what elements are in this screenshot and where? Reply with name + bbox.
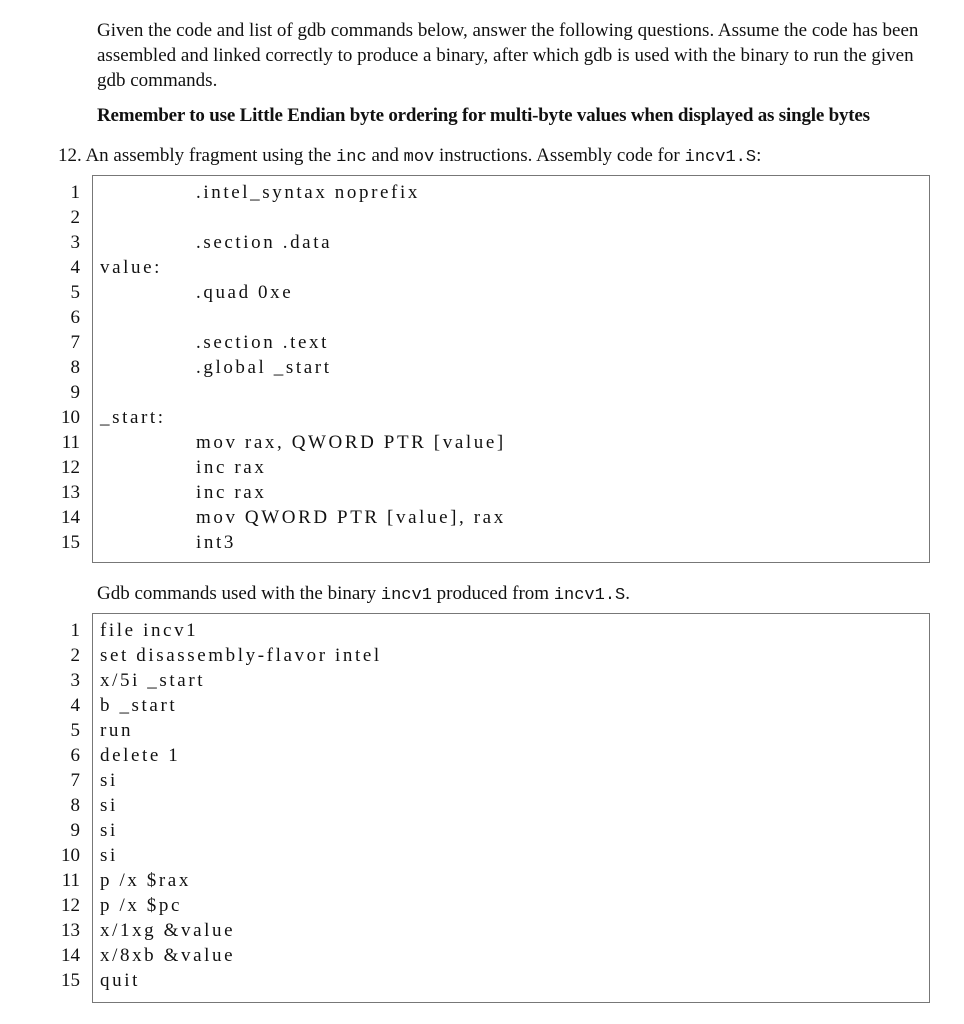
line-number: 4 bbox=[70, 257, 80, 278]
question-text-d: : bbox=[756, 145, 762, 166]
code-filename: incv1.S bbox=[684, 148, 757, 167]
line-number: 7 bbox=[70, 332, 80, 353]
question-number: 12. bbox=[58, 145, 82, 166]
assembly-line bbox=[0, 530, 964, 555]
code-text: .quad 0xe bbox=[196, 282, 294, 303]
assembly-line bbox=[0, 405, 964, 430]
gdb-line bbox=[0, 793, 964, 818]
line-number: 9 bbox=[70, 382, 80, 403]
line-number: 2 bbox=[70, 207, 80, 228]
intro-paragraph: Given the code and list of gdb commands below, answer the following questions. Assume the code has been assembled and linked correctly to produce a binary, after which gdb is used with the binary to run the given gdb commands. bbox=[97, 20, 919, 91]
assembly-line bbox=[0, 230, 964, 255]
code-inc: inc bbox=[336, 148, 367, 167]
code-text: mov QWORD PTR [value], rax bbox=[196, 507, 506, 528]
gdb-intro-text-a: Gdb commands used with the binary bbox=[97, 583, 377, 604]
gdb-line bbox=[0, 718, 964, 743]
line-number: 15 bbox=[61, 970, 80, 991]
assembly-line bbox=[0, 305, 964, 330]
endianness-note: Remember to use Little Endian byte ordering for multi-byte values when displayed as single bytes bbox=[97, 105, 870, 126]
line-number: 11 bbox=[61, 432, 80, 453]
code-text: b _start bbox=[100, 695, 178, 716]
assembly-line bbox=[0, 255, 964, 280]
question-text-b: and bbox=[371, 145, 399, 166]
line-number: 11 bbox=[61, 870, 80, 891]
gdb-line bbox=[0, 643, 964, 668]
assembly-line bbox=[0, 330, 964, 355]
code-text: x/1xg &value bbox=[100, 920, 236, 941]
code-text: value: bbox=[100, 257, 163, 278]
assembly-listing bbox=[0, 175, 964, 563]
gdb-line bbox=[0, 818, 964, 843]
gdb-line bbox=[0, 893, 964, 918]
line-number: 9 bbox=[70, 820, 80, 841]
code-mov: mov bbox=[403, 148, 435, 167]
code-text: delete 1 bbox=[100, 745, 181, 766]
line-number: 2 bbox=[70, 645, 80, 666]
line-number: 5 bbox=[70, 720, 80, 741]
line-number: 1 bbox=[70, 620, 80, 641]
gdb-line bbox=[0, 618, 964, 643]
code-text: .global _start bbox=[196, 357, 332, 378]
code-text: x/8xb &value bbox=[100, 945, 236, 966]
line-number: 13 bbox=[61, 920, 80, 941]
assembly-line bbox=[0, 180, 964, 205]
code-text: mov rax, QWORD PTR [value] bbox=[196, 432, 506, 453]
line-number: 14 bbox=[61, 507, 80, 528]
question-12 bbox=[58, 143, 938, 170]
line-number: 8 bbox=[70, 357, 80, 378]
code-text: p /x $pc bbox=[100, 895, 183, 916]
code-source-name: incv1.S bbox=[553, 586, 626, 605]
assembly-line bbox=[0, 380, 964, 405]
assembly-line bbox=[0, 205, 964, 230]
gdb-line bbox=[0, 668, 964, 693]
question-text-a: An assembly fragment using the bbox=[85, 145, 332, 166]
line-number: 12 bbox=[61, 895, 80, 916]
assembly-line bbox=[0, 430, 964, 455]
gdb-line bbox=[0, 943, 964, 968]
line-number: 3 bbox=[70, 232, 80, 253]
line-number: 4 bbox=[70, 695, 80, 716]
gdb-intro bbox=[97, 581, 630, 608]
instructions bbox=[97, 18, 937, 128]
line-number: 12 bbox=[61, 457, 80, 478]
code-text: quit bbox=[100, 970, 140, 991]
code-text: si bbox=[100, 845, 118, 866]
question-text-c: instructions. Assembly code for bbox=[439, 145, 680, 166]
gdb-line bbox=[0, 968, 964, 993]
assembly-line bbox=[0, 505, 964, 530]
code-text: x/5i _start bbox=[100, 670, 206, 691]
code-text: _start: bbox=[100, 407, 166, 428]
line-number: 15 bbox=[61, 532, 80, 553]
code-text: inc rax bbox=[196, 482, 267, 503]
line-number: 5 bbox=[70, 282, 80, 303]
line-number: 13 bbox=[61, 482, 80, 503]
gdb-line bbox=[0, 768, 964, 793]
line-number: 8 bbox=[70, 795, 80, 816]
code-text: .section .data bbox=[196, 232, 333, 253]
gdb-line bbox=[0, 743, 964, 768]
assembly-line bbox=[0, 280, 964, 305]
gdb-line bbox=[0, 868, 964, 893]
assembly-line bbox=[0, 455, 964, 480]
code-text: si bbox=[100, 820, 118, 841]
line-number: 7 bbox=[70, 770, 80, 791]
code-text: si bbox=[100, 795, 118, 816]
line-number: 14 bbox=[61, 945, 80, 966]
gdb-line bbox=[0, 843, 964, 868]
line-number: 10 bbox=[61, 845, 80, 866]
line-number: 3 bbox=[70, 670, 80, 691]
code-text: .section .text bbox=[196, 332, 329, 353]
assembly-line bbox=[0, 480, 964, 505]
line-number: 10 bbox=[61, 407, 80, 428]
assembly-line bbox=[0, 355, 964, 380]
code-text: inc rax bbox=[196, 457, 267, 478]
gdb-command-listing bbox=[0, 613, 964, 1003]
line-number: 6 bbox=[70, 307, 80, 328]
line-number: 6 bbox=[70, 745, 80, 766]
gdb-line bbox=[0, 918, 964, 943]
gdb-line bbox=[0, 693, 964, 718]
code-text: run bbox=[100, 720, 134, 741]
code-text: .intel_syntax noprefix bbox=[196, 182, 420, 203]
code-binary-name: incv1 bbox=[380, 586, 432, 605]
line-number: 1 bbox=[70, 182, 80, 203]
code-text: p /x $rax bbox=[100, 870, 191, 891]
code-text: set disassembly-flavor intel bbox=[100, 645, 382, 666]
code-text: si bbox=[100, 770, 118, 791]
code-text: file incv1 bbox=[100, 620, 199, 641]
gdb-intro-text-c: . bbox=[625, 583, 630, 604]
code-text: int3 bbox=[196, 532, 236, 553]
gdb-intro-text-b: produced from bbox=[436, 583, 550, 604]
